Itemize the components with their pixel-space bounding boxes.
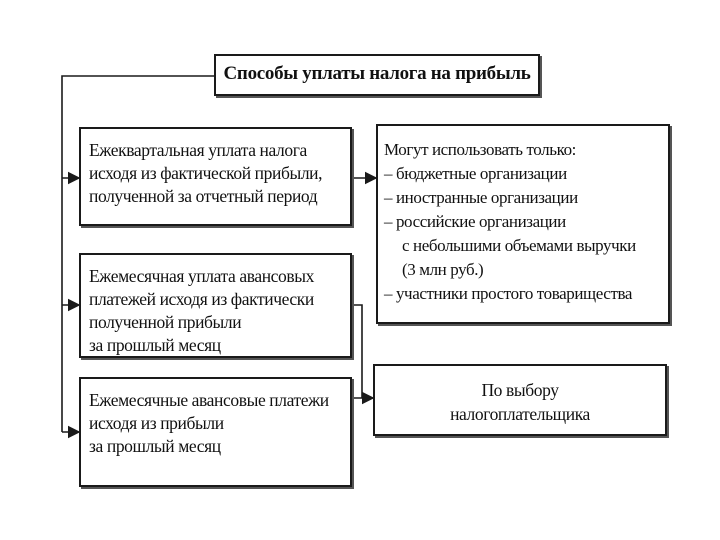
method-text-line: Ежемесячные авансовые платежи: [89, 390, 329, 410]
eligibility-item: – бюджетные организации: [384, 164, 567, 183]
method-text-line: за прошлый месяц: [89, 335, 221, 355]
eligibility-item: – участники простого товарищества: [384, 284, 633, 303]
choice-box: [373, 364, 667, 436]
method-box-monthly-actual: [79, 253, 352, 358]
eligibility-item: – иностранные организации: [384, 188, 578, 207]
method-text-line: исходя из прибыли: [89, 413, 224, 433]
method-text-line: за прошлый месяц: [89, 436, 221, 456]
eligibility-item: (3 млн руб.): [402, 260, 484, 279]
method-text-line: исходя из фактической прибыли,: [89, 163, 323, 183]
monthly-actual-to-choice-line: [352, 305, 362, 398]
diagram-title: Способы уплаты налога на прибыль: [223, 63, 531, 84]
method-text-line: Ежемесячная уплата авансовых: [89, 266, 314, 286]
method-box-quarterly: [79, 127, 352, 226]
method-text-line: платежей исходя из фактически: [89, 289, 314, 309]
eligibility-heading: Могут использовать только:: [384, 140, 576, 159]
method-box-monthly-prior: [79, 377, 352, 487]
choice-text-line: По выбору: [481, 380, 559, 400]
eligibility-box: [376, 124, 670, 324]
method-text-line: Ежеквартальная уплата налога: [89, 140, 307, 160]
eligibility-item: – российские организации: [384, 212, 566, 231]
choice-text-line: налогоплательщика: [450, 404, 590, 424]
method-text-line: полученной прибыли: [89, 312, 242, 332]
title-box: [214, 54, 540, 96]
eligibility-item: с небольшими объемами выручки: [402, 236, 636, 255]
method-text-line: полученной за отчетный период: [89, 186, 318, 206]
